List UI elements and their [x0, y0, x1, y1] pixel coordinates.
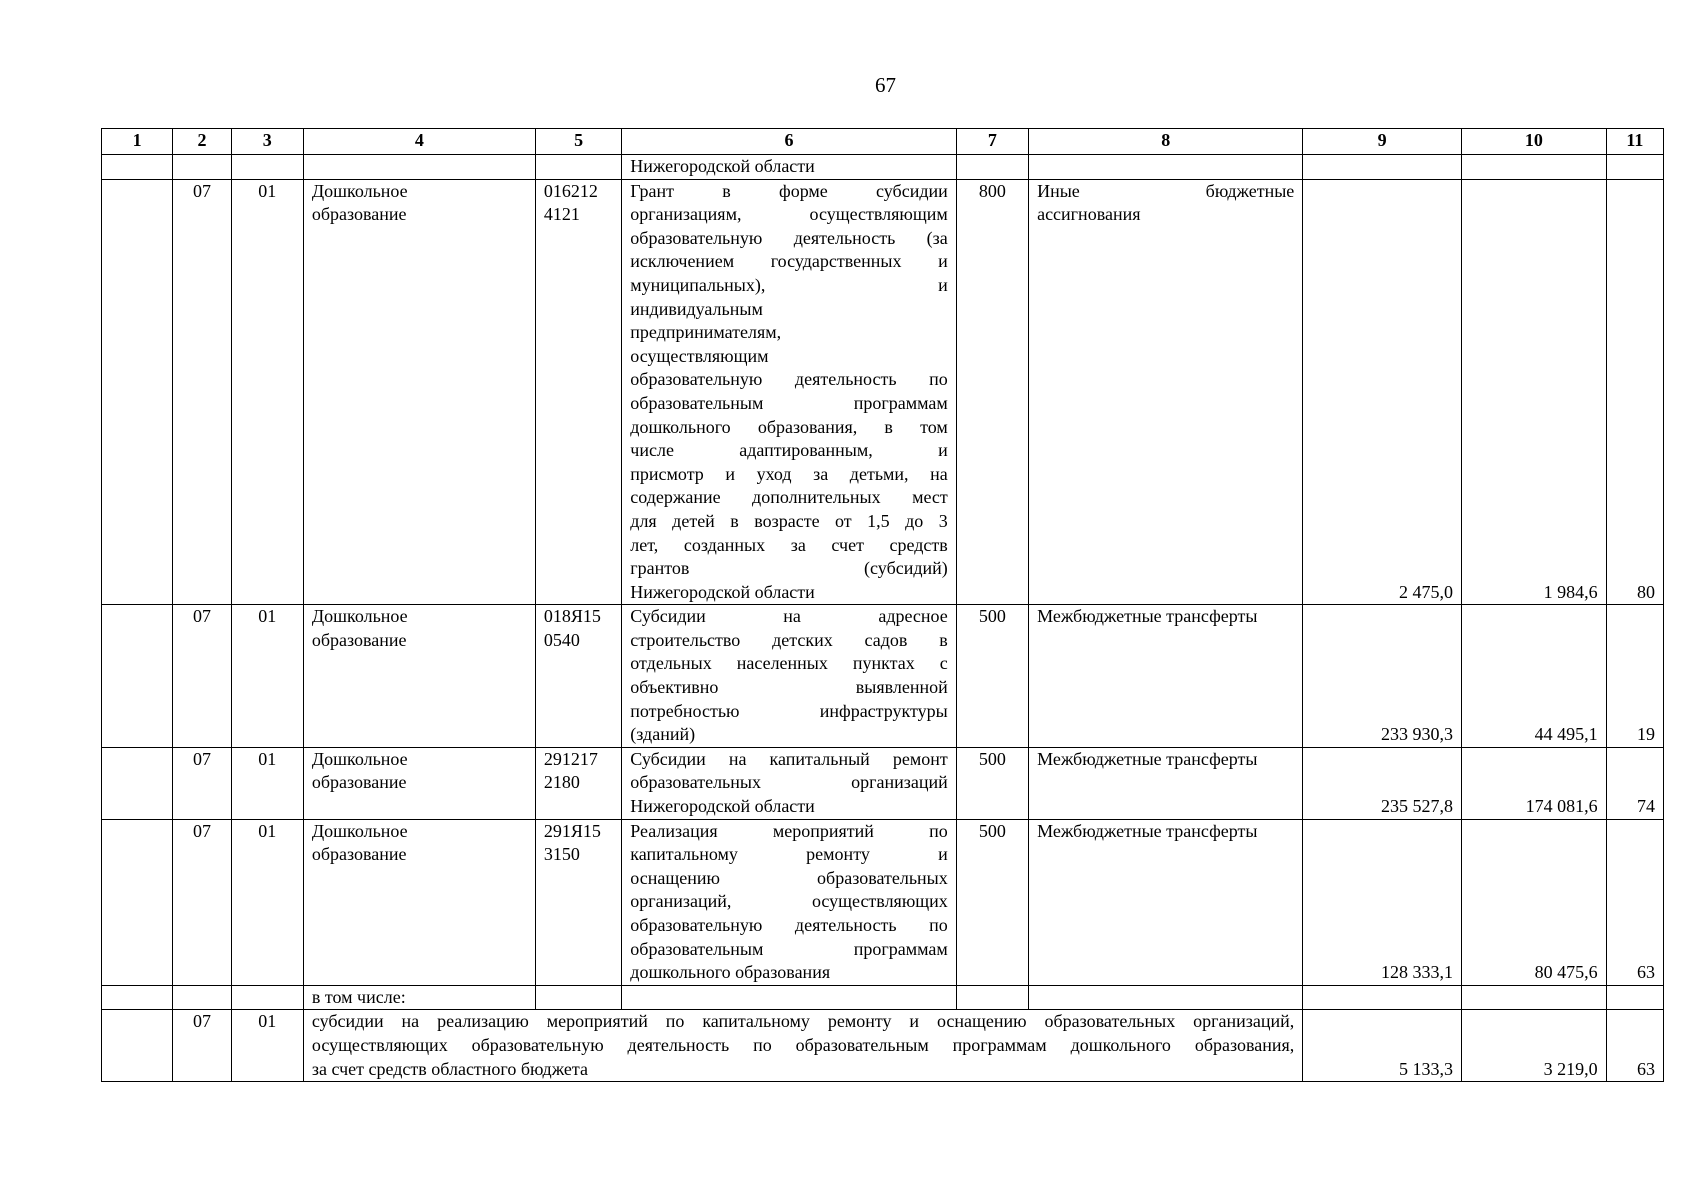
value-col10: 1 984,6: [1462, 179, 1607, 605]
header-row: [102, 129, 1664, 155]
value-col11: 63: [1606, 819, 1663, 985]
header-cell: 9: [1303, 129, 1462, 155]
budget-table: [101, 128, 1664, 1082]
subsection-code: 01: [231, 819, 303, 985]
section-code: 07: [173, 819, 231, 985]
including-row: [102, 985, 1664, 1010]
expense-type-code: 500: [956, 605, 1028, 748]
section-name: Дошкольное образование: [303, 819, 535, 985]
section-code: 07: [173, 747, 231, 819]
value-col9: 2 475,0: [1303, 179, 1462, 605]
section-name: Дошкольное образование: [303, 179, 535, 605]
section-code: 07: [173, 1010, 231, 1082]
section-code: 07: [173, 179, 231, 605]
sub-row-description: субсидии на реализацию мероприятий по капитальному ремонту и оснащению образовательных организаций, осуществляющих образовательную деятельность по образовательным программам дошкольного образования, за счет средств областного бюджета: [303, 1010, 1302, 1082]
header-cell: 11: [1606, 129, 1663, 155]
table-row: [102, 605, 1664, 748]
subsection-code: 01: [231, 1010, 303, 1082]
target-article-code: 291217 2180: [535, 747, 621, 819]
value-col11: 74: [1606, 747, 1663, 819]
header-cell: 10: [1462, 129, 1607, 155]
value-col10: 80 475,6: [1462, 819, 1607, 985]
expense-type-name: Межбюджетные трансферты: [1029, 747, 1303, 819]
table-row: [102, 819, 1664, 985]
value-col10: 44 495,1: [1462, 605, 1607, 748]
header-cell: 2: [173, 129, 231, 155]
expense-type-code: 800: [956, 179, 1028, 605]
section-name: Дошкольное образование: [303, 747, 535, 819]
target-article-code: 291Я15 3150: [535, 819, 621, 985]
section-code: 07: [173, 605, 231, 748]
value-col10: 174 081,6: [1462, 747, 1607, 819]
article-name: Субсидии на адресное строительство детских садов в отдельных населенных пунктах с объективно выявленной потребностью инфраструктуры (зданий): [622, 605, 956, 748]
header-cell: 5: [535, 129, 621, 155]
sub-row: [102, 1010, 1664, 1082]
value-col9: 233 930,3: [1303, 605, 1462, 748]
expense-type-name: Иные бюджетные ассигнования: [1029, 179, 1303, 605]
header-cell: 1: [102, 129, 173, 155]
section-name: Дошкольное образование: [303, 605, 535, 748]
article-name: Реализация мероприятий по капитальному ремонту и оснащению образовательных организаций, осуществляющих образовательную деятельность по образовательным программам дошкольного образования: [622, 819, 956, 985]
header-cell: 7: [956, 129, 1028, 155]
subsection-code: 01: [231, 605, 303, 748]
value-col11: 63: [1606, 1010, 1663, 1082]
article-name: Субсидии на капитальный ремонт образовательных организаций Нижегородской области: [622, 747, 956, 819]
header-cell: 8: [1029, 129, 1303, 155]
article-name: Грант в форме субсидии организациям, осуществляющим образовательную деятельность (за исключением государственных и муниципальных), и индивидуальным предпринимателям, осуществляющим образовательную деятельность по образовательным программам дошкольного образования, в том числе адаптированным, и присмотр и уход за детьми, на содержание дополнительных мест для детей в возрасте от 1,5 до 3 лет, созданных за счет средств грантов (субсидий) Нижегородской области: [622, 179, 956, 605]
value-col11: 80: [1606, 179, 1663, 605]
value-col9: 5 133,3: [1303, 1010, 1462, 1082]
target-article-code: 018Я15 0540: [535, 605, 621, 748]
table-row: [102, 747, 1664, 819]
header-cell: 3: [231, 129, 303, 155]
continuation-row: [102, 155, 1664, 180]
page-number: 67: [875, 73, 896, 97]
target-article-code: 016212 4121: [535, 179, 621, 605]
header-cell: 4: [303, 129, 535, 155]
subsection-code: 01: [231, 747, 303, 819]
subsection-code: 01: [231, 179, 303, 605]
value-col9: 128 333,1: [1303, 819, 1462, 985]
expense-type-code: 500: [956, 819, 1028, 985]
header-cell: 6: [622, 129, 956, 155]
including-label: в том числе:: [303, 985, 535, 1010]
continuation-text: Нижегородской области: [622, 155, 956, 180]
value-col9: 235 527,8: [1303, 747, 1462, 819]
expense-type-name: Межбюджетные трансферты: [1029, 819, 1303, 985]
expense-type-code: 500: [956, 747, 1028, 819]
expense-type-name: Межбюджетные трансферты: [1029, 605, 1303, 748]
value-col11: 19: [1606, 605, 1663, 748]
value-col10: 3 219,0: [1462, 1010, 1607, 1082]
table-row: [102, 179, 1664, 605]
